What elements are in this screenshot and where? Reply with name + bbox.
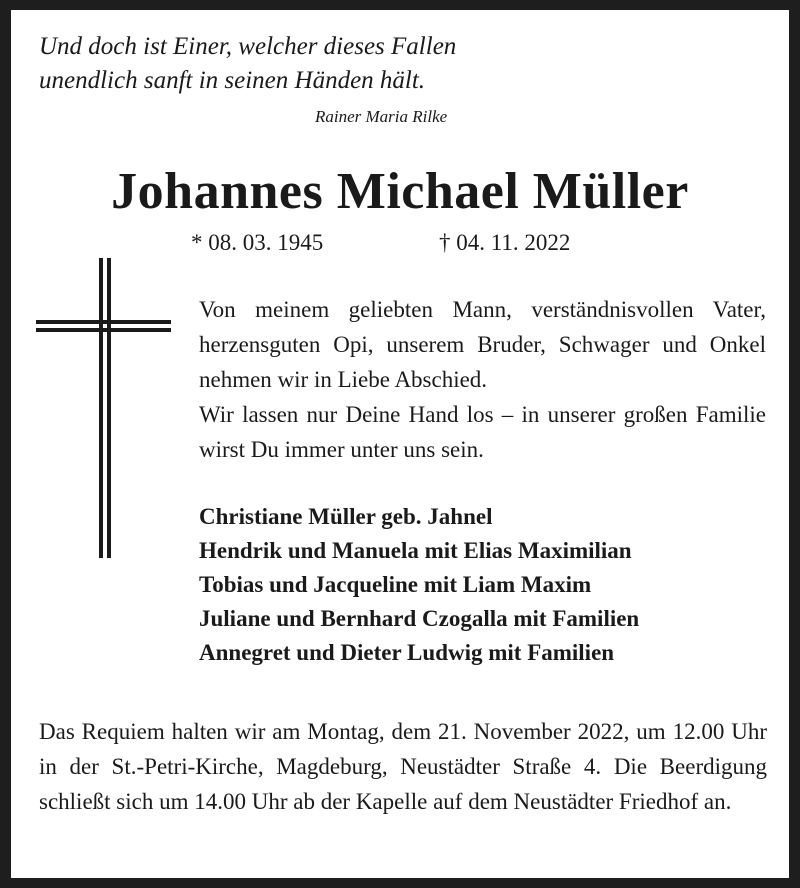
birth-date: * 08. 03. 1945 (191, 230, 324, 255)
farewell-message (199, 292, 766, 467)
mourner-name: Tobias und Jacqueline mit Liam Maxim (199, 572, 592, 597)
quote-author: Rainer Maria Rilke (315, 107, 448, 126)
cross-icon (36, 258, 171, 558)
mourner-name: Annegret und Dieter Ludwig mit Familien (199, 640, 615, 665)
mourner-name: Hendrik und Manuela mit Elias Maximilian (199, 538, 632, 563)
mourner-name: Juliane und Bernhard Czogalla mit Familien (199, 606, 640, 631)
funeral-notice: Das Requiem halten wir am Montag, dem 21. November 2022, um 12.00 Uhr in der St.-Petri-Kirche, Magdeburg, Neustädter Straße 4. Die Beerdigung schließt sich um 14.00 Uhr ab der Kapelle auf dem Neustädter Friedhof an. (39, 719, 767, 814)
farewell-paragraph-1: Von meinem geliebten Mann, verständnisvollen Vater, herzensguten Opi, unserem Bruder, Schwager und Onkel nehmen wir in Liebe Abschied. (199, 297, 766, 392)
mourners-list (199, 500, 639, 670)
quote-line-2: unendlich sanft in seinen Händen hält. (39, 67, 426, 94)
death-date: † 04. 11. 2022 (439, 230, 571, 255)
quote-line-1: Und doch ist Einer, welcher dieses Fallen (39, 33, 457, 60)
farewell-paragraph-2: Wir lassen nur Deine Hand los – in unserer großen Familie wirst Du immer unter uns sein. (199, 402, 766, 462)
deceased-name: Johannes Michael Müller (111, 163, 689, 220)
mourner-name: Christiane Müller geb. Jahnel (199, 504, 493, 529)
quote (39, 30, 456, 98)
obituary-card (11, 10, 789, 878)
